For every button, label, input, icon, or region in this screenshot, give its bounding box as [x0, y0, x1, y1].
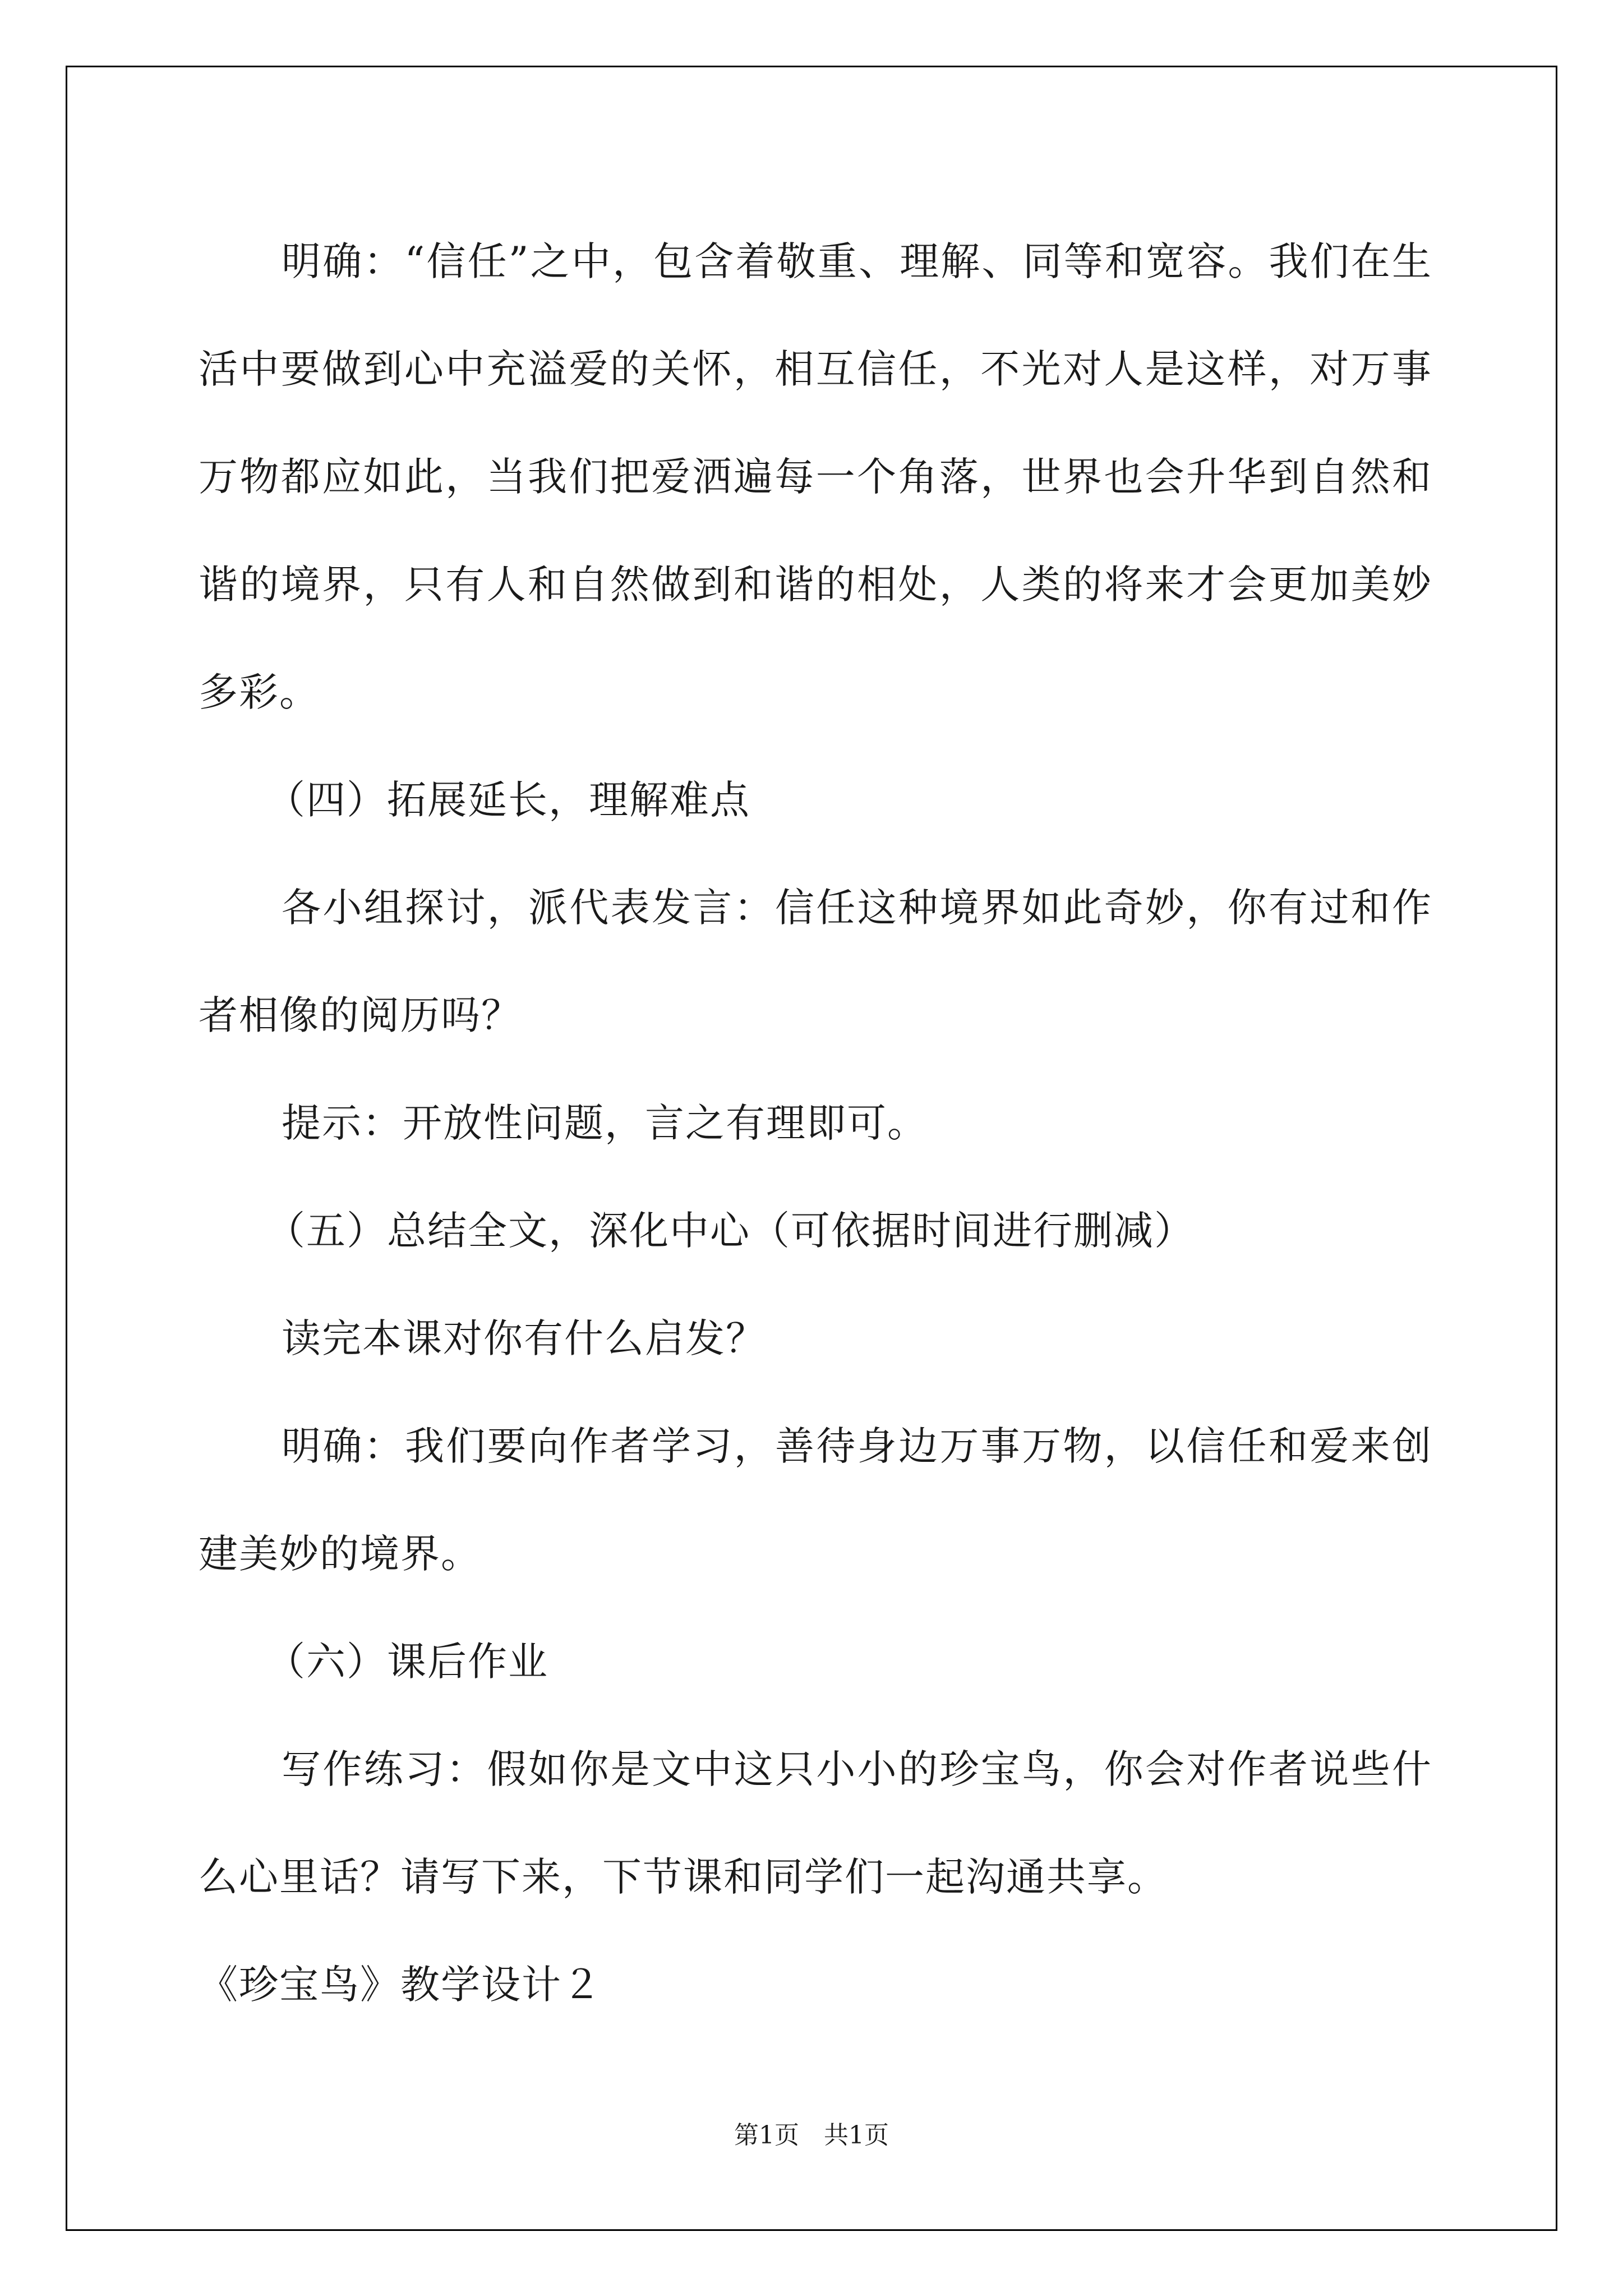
paragraph-group-discussion: 各小组探讨，派代表发言：信任这种境界如此奇妙，你有过和作者相像的阅历吗？: [199, 885, 1432, 1038]
subheading-summary: （五）总结全文，深化中心（可依据时间进行删减）: [266, 1208, 1195, 1254]
section-title-design-2: 《珍宝鸟》教学设计２: [199, 1962, 602, 2008]
subheading-homework: （六）课后作业: [266, 1639, 548, 1685]
paragraph-writing-exercise: 写作练习：假如你是文中这只小小的珍宝鸟，你会对作者说些什么心里话？请写下来，下节课和同学们一起沟通共享。: [199, 1746, 1432, 1900]
paragraph-trust-meaning: 明确：“信任”之中，包含着敬重、理解、同等和宽容。我们在生活中要做到心中充溢爱的关怀，相互信任，不光对人是这样，对万事万物都应如此，当我们把爱洒遍每一个角落，世界也会升华到自然和谐的境界，只有人和自然做到和谐的相处，人类的将来才会更加美妙多彩。: [199, 238, 1432, 715]
paragraph-hint: 提示：开放性问题，言之有理即可。: [282, 1100, 928, 1146]
page-number-footer: 第1页 共1页: [734, 2121, 889, 2150]
document-body: [199, 208, 1432, 2039]
subheading-extension: （四）拓展延长，理解难点: [266, 777, 750, 823]
paragraph-conclusion: 明确：我们要向作者学习，善待身边万事万物，以信任和爱来创建美妙的境界。: [199, 1423, 1432, 1577]
paragraph-inspiration-question: 读完本课对你有什么启发？: [282, 1315, 766, 1361]
